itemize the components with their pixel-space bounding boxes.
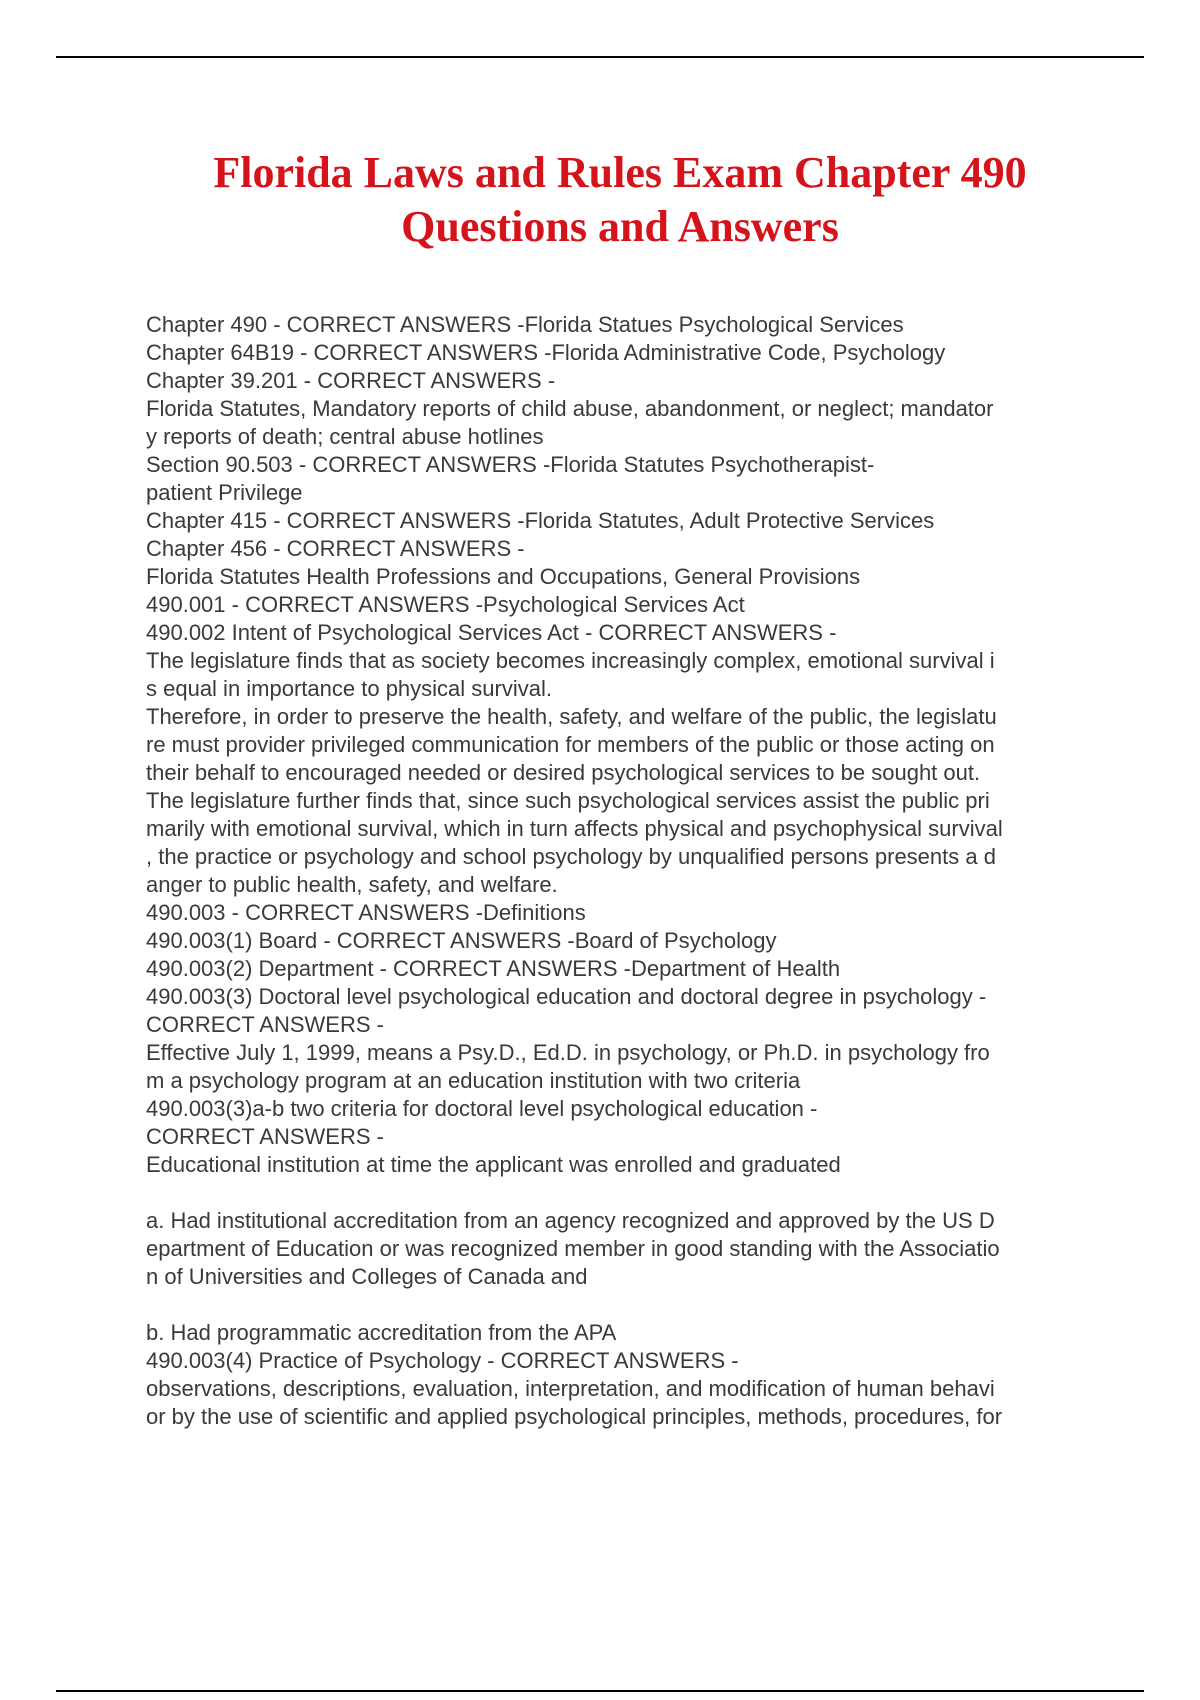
body-text-line: CORRECT ANSWERS - — [146, 1124, 384, 1149]
body-text-line: their behalf to encouraged needed or desired psychological services to be sought out. — [146, 760, 981, 785]
body-text-line: 490.003(2) Department - CORRECT ANSWERS -Department of Health — [146, 956, 841, 981]
body-text-line: The legislature further finds that, since such psychological services assist the public pri — [146, 788, 990, 813]
body-text-line: patient Privilege — [146, 480, 303, 505]
blank-line — [146, 1179, 1146, 1207]
body-text-line: Chapter 415 - CORRECT ANSWERS -Florida Statutes, Adult Protective Services — [146, 508, 935, 533]
bottom-rule — [56, 1690, 1144, 1692]
body-text-line: 490.001 - CORRECT ANSWERS -Psychological Services Act — [146, 592, 745, 617]
body-text-line: or by the use of scientific and applied psychological principles, methods, procedures, for — [146, 1404, 1003, 1429]
body-text-line: Florida Statutes, Mandatory reports of child abuse, abandonment, or neglect; mandator — [146, 396, 994, 421]
body-text-line: 490.003 - CORRECT ANSWERS -Definitions — [146, 900, 586, 925]
body-text-line: Effective July 1, 1999, means a Psy.D., Ed.D. in psychology, or Ph.D. in psychology fro — [146, 1040, 990, 1065]
body-text-line: 490.002 Intent of Psychological Services Act - CORRECT ANSWERS - — [146, 620, 837, 645]
body-text-line: Section 90.503 - CORRECT ANSWERS -Florida Statutes Psychotherapist- — [146, 452, 875, 477]
body-text-line: a. Had institutional accreditation from an agency recognized and approved by the US D — [146, 1208, 995, 1233]
body-text-line: re must provider privileged communication for members of the public or those acting on — [146, 732, 995, 757]
body-text-line: s equal in importance to physical survival. — [146, 676, 552, 701]
body-text-line: n of Universities and Colleges of Canada and — [146, 1264, 588, 1289]
body-text-line: 490.003(3) Doctoral level psychological education and doctoral degree in psychology - — [146, 984, 987, 1009]
body-text-line: b. Had programmatic accreditation from the APA — [146, 1320, 617, 1345]
body-text-line: Chapter 490 - CORRECT ANSWERS -Florida Statues Psychological Services — [146, 312, 904, 337]
body-text-line: Chapter 456 - CORRECT ANSWERS - — [146, 536, 525, 561]
body-text-line: Florida Statutes Health Professions and Occupations, General Provisions — [146, 564, 861, 589]
body-text-line: Chapter 39.201 - CORRECT ANSWERS - — [146, 368, 556, 393]
top-rule — [56, 56, 1144, 58]
body-text-line: Educational institution at time the applicant was enrolled and graduated — [146, 1152, 841, 1177]
body-text-line: anger to public health, safety, and welfare. — [146, 872, 558, 897]
title-line-2: Questions and Answers — [401, 202, 839, 251]
body-text-line: 490.003(3)a-b two criteria for doctoral level psychological education - — [146, 1096, 818, 1121]
body-text-line: Therefore, in order to preserve the health, safety, and welfare of the public, the legislatu — [146, 704, 997, 729]
document-body — [146, 311, 1146, 1431]
body-text-line: 490.003(1) Board - CORRECT ANSWERS -Board of Psychology — [146, 928, 777, 953]
body-text-line: , the practice or psychology and school psychology by unqualified persons presents a d — [146, 844, 996, 869]
body-text-line: marily with emotional survival, which in turn affects physical and psychophysical survival — [146, 816, 1003, 841]
title-line-1: Florida Laws and Rules Exam Chapter 490 — [213, 148, 1027, 197]
body-text-line: y reports of death; central abuse hotlines — [146, 424, 544, 449]
body-text-line: The legislature finds that as society becomes increasingly complex, emotional survival i — [146, 648, 995, 673]
body-text-line: CORRECT ANSWERS - — [146, 1012, 384, 1037]
body-text-line: m a psychology program at an education institution with two criteria — [146, 1068, 801, 1093]
body-text-line: 490.003(4) Practice of Psychology - CORRECT ANSWERS - — [146, 1348, 739, 1373]
body-text-line: Chapter 64B19 - CORRECT ANSWERS -Florida Administrative Code, Psychology — [146, 340, 946, 365]
blank-line — [146, 1291, 1146, 1319]
body-text-line: observations, descriptions, evaluation, interpretation, and modification of human behavi — [146, 1376, 995, 1401]
body-text-line: epartment of Education or was recognized member in good standing with the Associatio — [146, 1236, 1000, 1261]
document-title — [100, 146, 1140, 254]
